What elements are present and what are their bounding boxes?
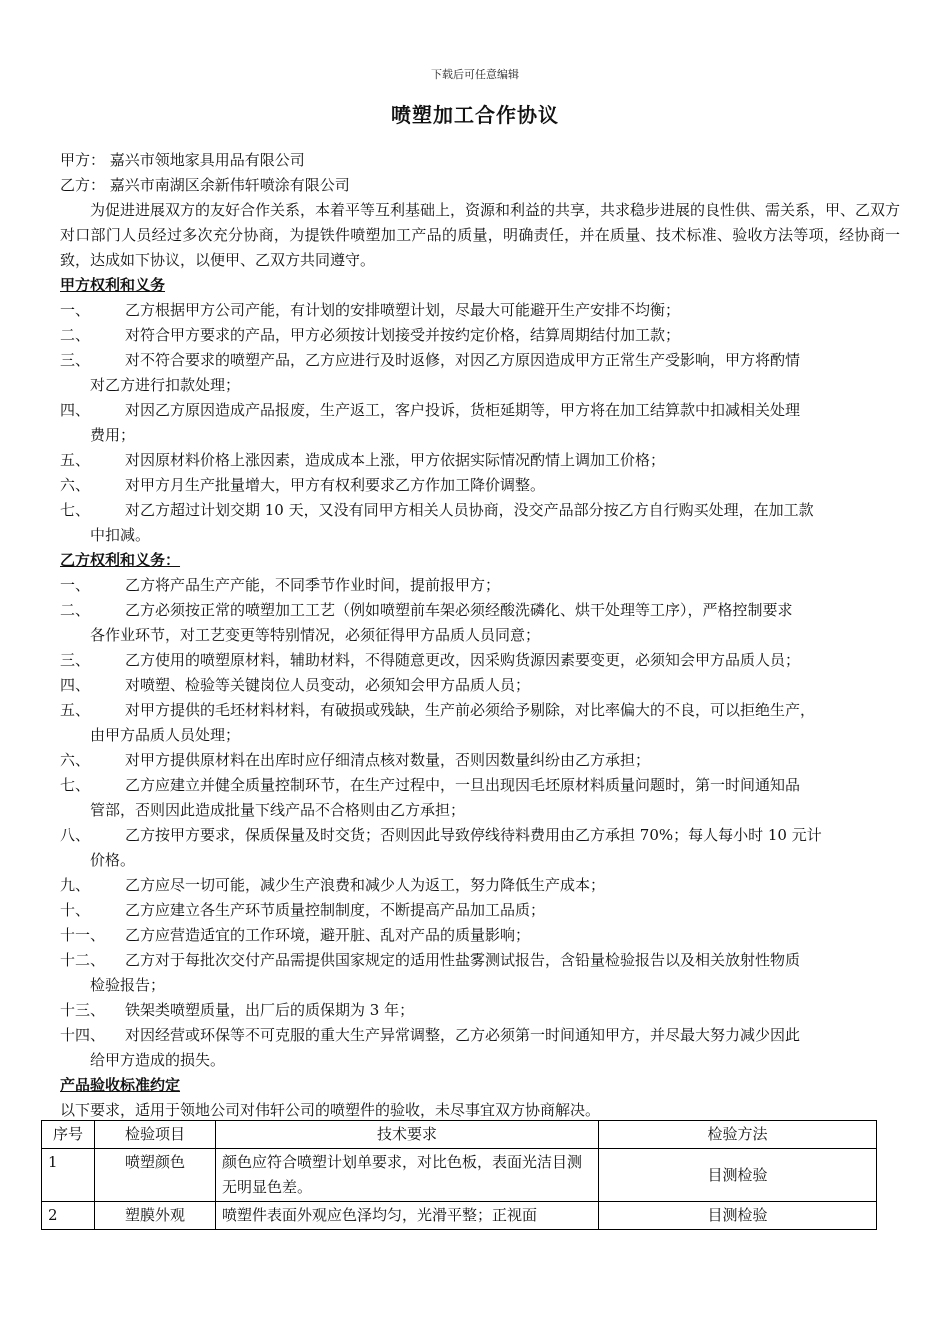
section-c-heading: 产品验收标准约定 <box>60 1076 181 1094</box>
header-note: 下载后可任意编辑 <box>431 68 519 81</box>
inspection-table <box>41 1120 877 1230</box>
item-text: 乙方按甲方要求，保质保量及时交货；否则因此导致停线待料费用由乙方承担 70%；每人每小时 10 元计 <box>125 826 822 844</box>
item-text: 乙方应建立各生产环节质量控制制度，不断提高产品加工品质； <box>125 901 546 919</box>
item-number: 十二、 <box>60 951 106 969</box>
item-number: 一、 <box>60 301 91 319</box>
item-text: 乙方根据甲方公司产能，有计划的安排喷塑计划，尽最大可能避开生产安排不均衡； <box>125 301 681 319</box>
item-text: 乙方使用的喷塑原材料，辅助材料，不得随意更改，因采购货源因素要变更，必须知会甲方品质人员； <box>125 651 801 669</box>
item-text: 对因原材料价格上涨因素，造成成本上涨，甲方依据实际情况酌情上调加工价格； <box>125 451 666 469</box>
party-a-line: 甲方： 嘉兴市领地家具用品有限公司 <box>60 151 305 169</box>
list-item <box>60 648 900 673</box>
list-item <box>60 998 900 1023</box>
list-item <box>60 398 900 423</box>
item-text: 对因经营或环保等不可克服的重大生产异常调整，乙方必须第一时间通知甲方，并尽最大努力减少因此 <box>125 1026 801 1044</box>
item-number: 二、 <box>60 326 91 344</box>
column-header: 序号 <box>42 1121 95 1149</box>
item-text: 对符合甲方要求的产品，甲方必须按计划接受并按约定价格，结算周期结付加工款； <box>125 326 681 344</box>
item-text: 对甲方月生产批量增大，甲方有权利要求乙方作加工降价调整。 <box>125 476 546 494</box>
item-continuation: 各作业环节，对工艺变更等特别情况，必须征得甲方品质人员同意； <box>90 626 541 644</box>
section-b-list <box>60 573 900 1073</box>
list-item <box>60 473 900 498</box>
list-item <box>60 598 900 623</box>
item-text: 对甲方提供原材料在出库时应仔细清点核对数量，否则因数量纠纷由乙方承担； <box>125 751 651 769</box>
item-text: 对不符合要求的喷塑产品，乙方应进行及时返修，对因乙方原因造成甲方正常生产受影响，甲方将酌情 <box>125 351 801 369</box>
list-item <box>60 873 900 898</box>
item-text: 对因乙方原因造成产品报废，生产返工，客户投诉，货柜延期等，甲方将在加工结算款中扣减相关处理 <box>125 401 801 419</box>
column-header: 检验方法 <box>599 1121 877 1149</box>
item-number: 十、 <box>60 901 91 919</box>
item-text: 乙方必须按正常的喷塑加工工艺（例如喷塑前车架必须经酸洗磷化、烘干处理等工序），严格控制要求 <box>125 601 793 619</box>
table-header-row <box>42 1121 877 1149</box>
table-row <box>42 1149 877 1202</box>
item-number: 三、 <box>60 351 91 369</box>
item-continuation: 费用； <box>90 426 136 444</box>
party-b-line: 乙方： 嘉兴市南湖区余新伟轩喷涂有限公司 <box>60 176 350 194</box>
table-cell: 2 <box>42 1202 95 1230</box>
item-text: 乙方将产品生产产能，不同季节作业时间，提前报甲方； <box>125 576 501 594</box>
item-number: 九、 <box>60 876 91 894</box>
item-text: 乙方对于每批次交付产品需提供国家规定的适用性盐雾测试报告，含铅量检验报告以及相关放射性物质 <box>125 951 801 969</box>
item-text: 乙方应尽一切可能，减少生产浪费和减少人为返工，努力降低生产成本； <box>125 876 606 894</box>
table-cell: 目测检验 <box>599 1202 877 1230</box>
item-number: 一、 <box>60 576 91 594</box>
item-number: 六、 <box>60 476 91 494</box>
table-cell: 喷塑颜色 <box>95 1149 216 1202</box>
item-number: 四、 <box>60 676 91 694</box>
item-text: 铁架类喷塑质量，出厂后的质保期为 3 年； <box>125 1001 415 1019</box>
document-title: 喷塑加工合作协议 <box>391 103 559 127</box>
intro-paragraph: 为促进进展双方的友好合作关系，本着平等互利基础上，资源和利益的共享，共求稳步进展的良性供、需关系，甲、乙双方对口部门人员经过多次充分协商，为提铁件喷塑加工产品的质量，明确责任，并在质量、技术标准、验收方法等项，经协商一致，达成如下协议，以便甲、乙双方共同遵守。 <box>60 201 901 269</box>
item-text: 乙方应建立并健全质量控制环节，在生产过程中，一旦出现因毛坯原材料质量问题时，第一时间通知品 <box>125 776 801 794</box>
list-item <box>60 948 900 973</box>
column-header: 技术要求 <box>216 1121 599 1149</box>
list-item <box>60 323 900 348</box>
list-item <box>60 573 900 598</box>
item-continuation: 中扣减。 <box>90 526 151 544</box>
table-cell: 喷塑件表面外观应色泽均匀，光滑平整；正视面 <box>216 1202 599 1230</box>
list-item <box>60 823 900 848</box>
item-continuation: 给甲方造成的损失。 <box>90 1051 226 1069</box>
list-item <box>60 923 900 948</box>
item-text: 对喷塑、检验等关键岗位人员变动，必须知会甲方品质人员； <box>125 676 531 694</box>
table-cell: 目测检验 <box>599 1149 877 1202</box>
item-continuation: 价格。 <box>90 851 136 869</box>
item-number: 十四、 <box>60 1026 106 1044</box>
document-body <box>60 148 900 1123</box>
table-cell: 1 <box>42 1149 95 1202</box>
item-number: 四、 <box>60 401 91 419</box>
section-b-heading: 乙方权利和义务： <box>60 551 181 569</box>
section-c-intro: 以下要求，适用于领地公司对伟轩公司的喷塑件的验收，未尽事宜双方协商解决。 <box>60 1101 601 1119</box>
item-continuation: 由甲方品质人员处理； <box>90 726 241 744</box>
item-text: 对甲方提供的毛坯材料材料，有破损或残缺，生产前必须给予剔除，对比率偏大的不良，可以拒绝生产， <box>125 701 816 719</box>
list-item <box>60 898 900 923</box>
item-number: 八、 <box>60 826 91 844</box>
section-a-list <box>60 298 900 548</box>
item-continuation: 检验报告； <box>90 976 166 994</box>
list-item <box>60 448 900 473</box>
list-item <box>60 1023 900 1048</box>
list-item <box>60 773 900 798</box>
item-continuation: 管部，否则因此造成批量下线产品不合格则由乙方承担； <box>90 801 466 819</box>
item-number: 五、 <box>60 701 91 719</box>
list-item <box>60 698 900 723</box>
item-number: 十三、 <box>60 1001 106 1019</box>
table-cell: 颜色应符合喷塑计划单要求，对比色板，表面光洁目测无明显色差。 <box>216 1149 599 1202</box>
section-a-heading: 甲方权利和义务 <box>60 276 166 294</box>
item-number: 六、 <box>60 751 91 769</box>
list-item <box>60 298 900 323</box>
list-item <box>60 748 900 773</box>
item-number: 七、 <box>60 776 91 794</box>
item-continuation: 对乙方进行扣款处理； <box>90 376 241 394</box>
table-row <box>42 1202 877 1230</box>
item-number: 十一、 <box>60 926 106 944</box>
item-number: 二、 <box>60 601 91 619</box>
item-number: 三、 <box>60 651 91 669</box>
list-item <box>60 673 900 698</box>
item-number: 五、 <box>60 451 91 469</box>
item-text: 乙方应营造适宜的工作环境，避开脏、乱对产品的质量影响； <box>125 926 531 944</box>
column-header: 检验项目 <box>95 1121 216 1149</box>
list-item <box>60 498 900 523</box>
table-cell: 塑膜外观 <box>95 1202 216 1230</box>
item-text: 对乙方超过计划交期 10 天，又没有同甲方相关人员协商，没交产品部分按乙方自行购买处理，在加工款 <box>125 501 814 519</box>
list-item <box>60 348 900 373</box>
item-number: 七、 <box>60 501 91 519</box>
